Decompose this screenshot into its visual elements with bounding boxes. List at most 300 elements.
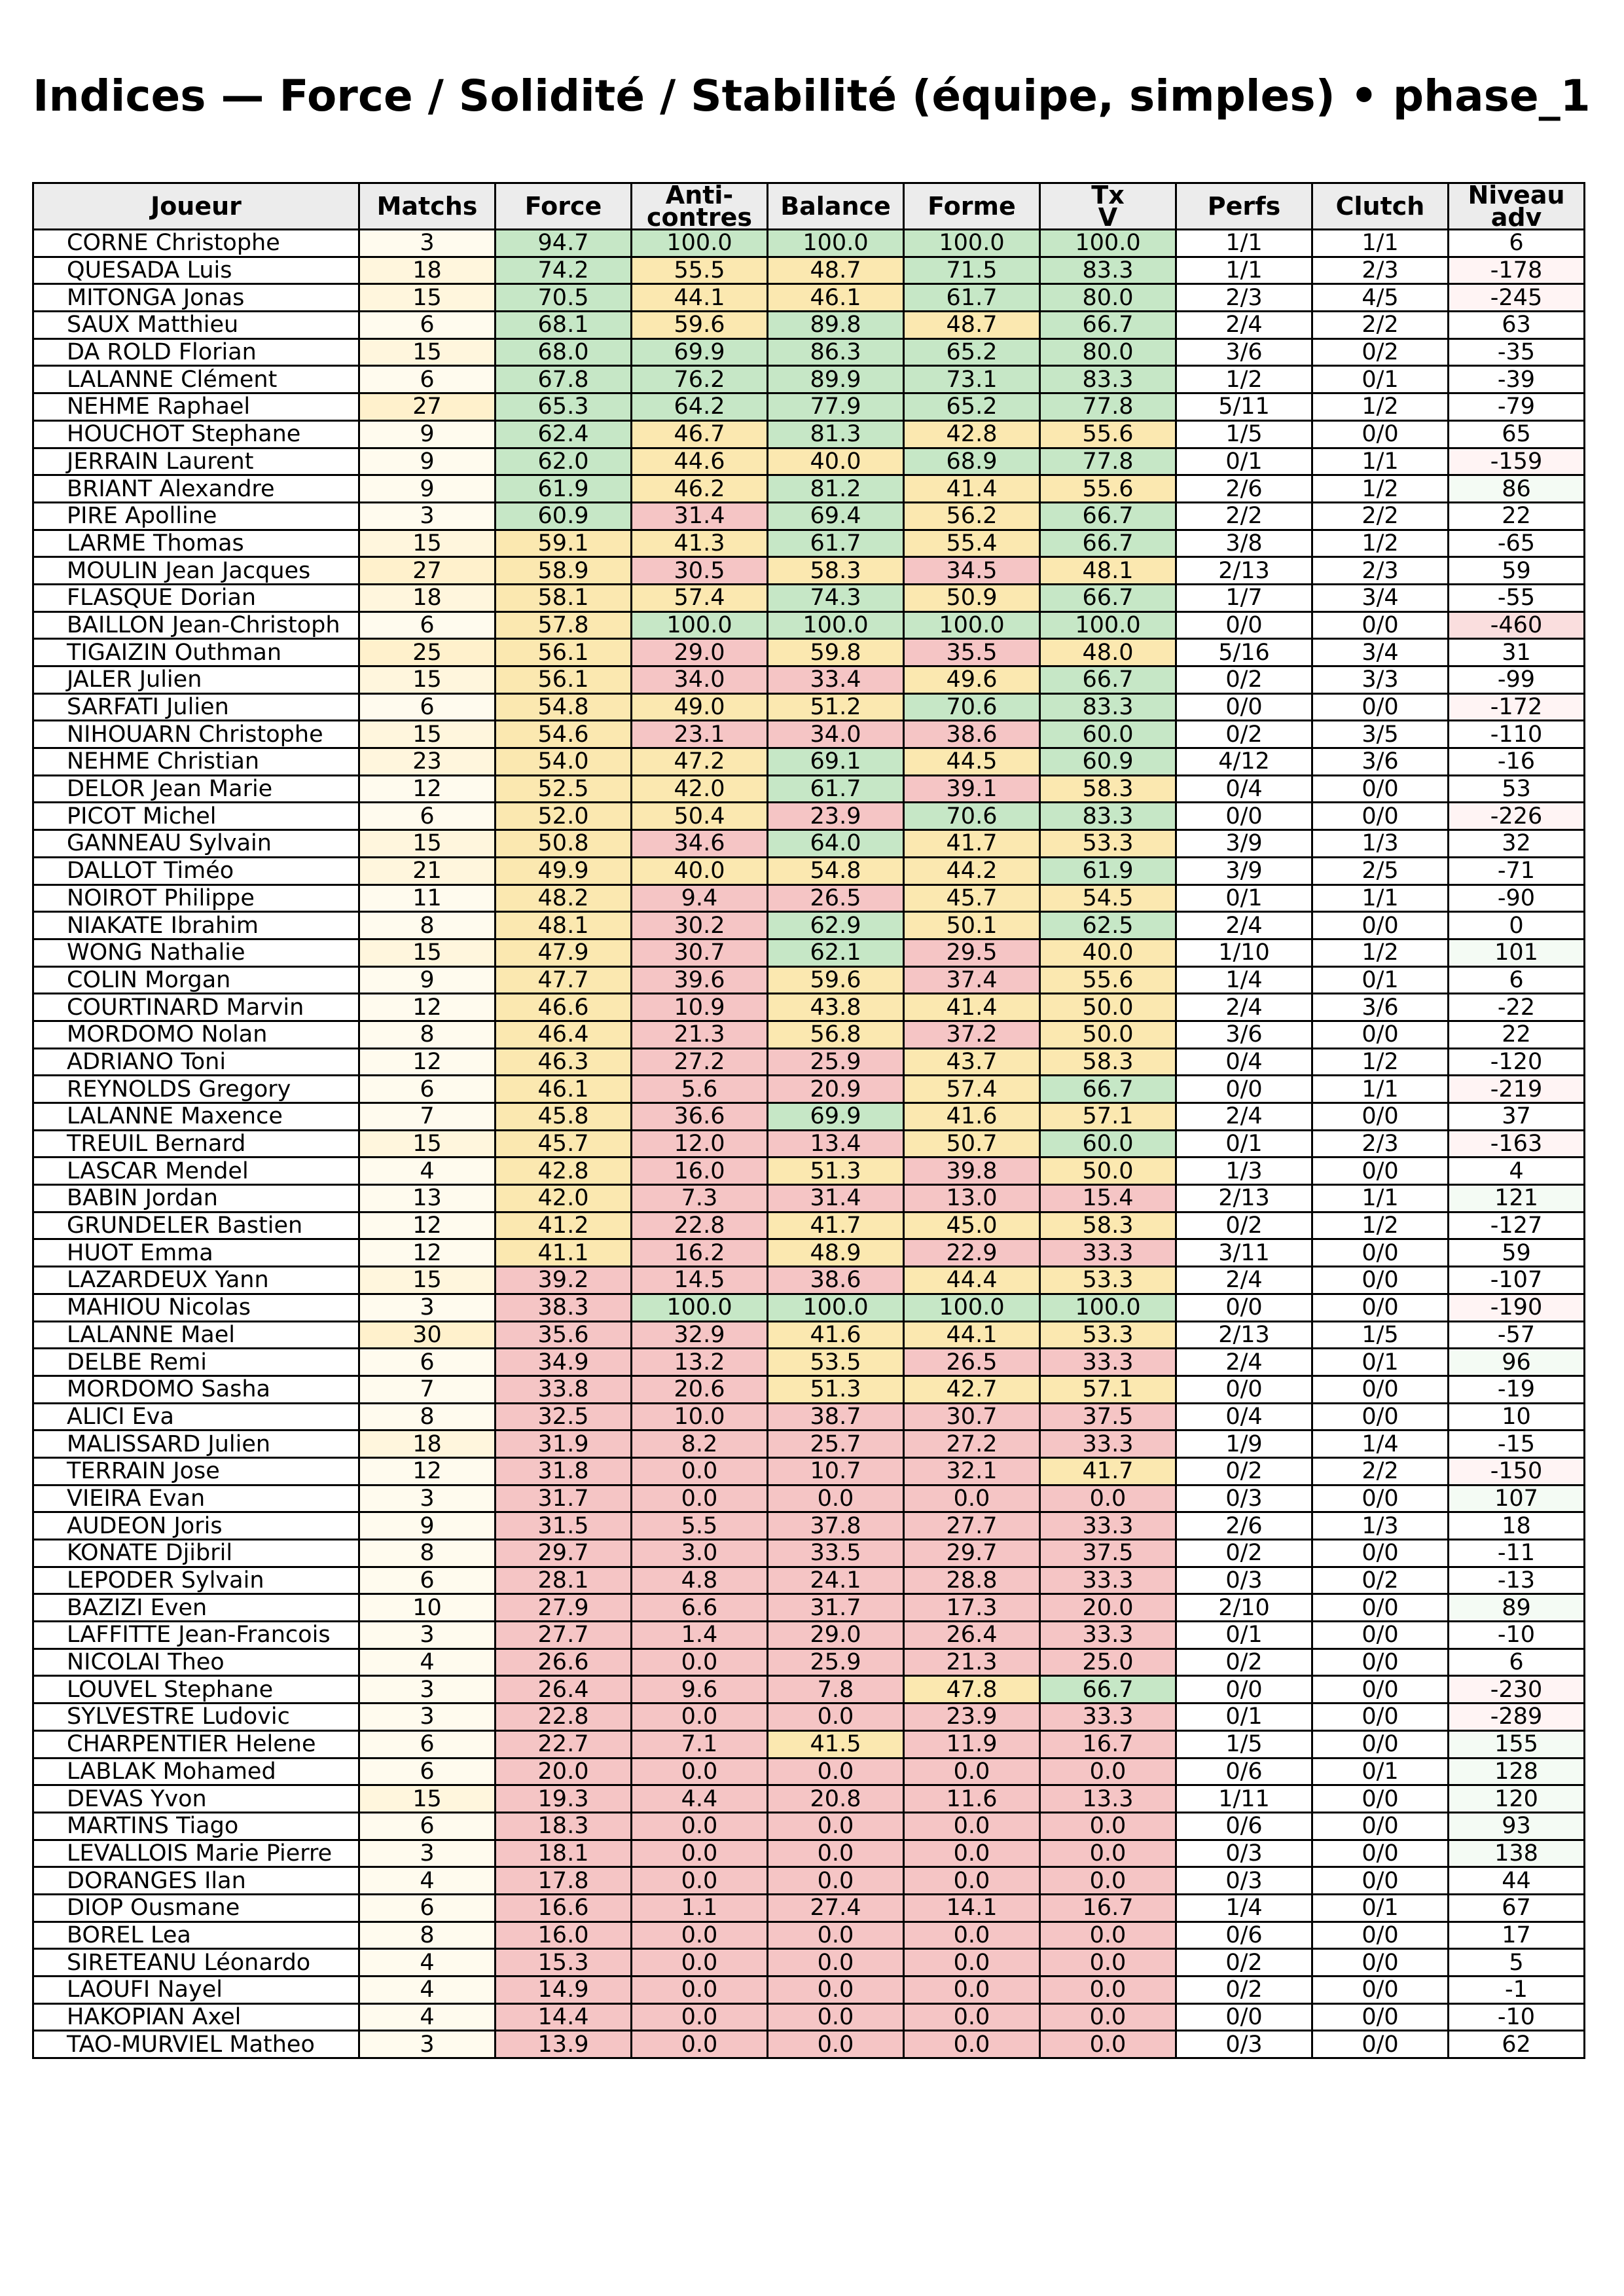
balance-value: 81.2 <box>768 475 904 503</box>
anti-contres-value: 39.6 <box>632 966 768 994</box>
clutch-value: 3/4 <box>1312 639 1449 666</box>
niveau-adv-value: -15 <box>1449 1430 1585 1458</box>
forme-value: 44.1 <box>904 1321 1040 1349</box>
tx-v-value: 66.7 <box>1040 530 1176 557</box>
table-row <box>33 1294 1585 1321</box>
anti-contres-value: 8.2 <box>632 1430 768 1458</box>
player-name: BRIANT Alexandre <box>33 475 359 503</box>
tx-v-value: 48.1 <box>1040 557 1176 585</box>
tx-v-value: 58.3 <box>1040 775 1176 803</box>
matchs-value: 6 <box>359 1894 496 1922</box>
perfs-value: 0/0 <box>1176 1294 1312 1321</box>
force-value: 56.1 <box>496 639 632 666</box>
niveau-adv-value: -107 <box>1449 1267 1585 1294</box>
matchs-value: 8 <box>359 1540 496 1567</box>
balance-value: 31.7 <box>768 1594 904 1622</box>
anti-contres-value: 29.0 <box>632 639 768 666</box>
clutch-value: 0/0 <box>1312 1267 1449 1294</box>
balance-value: 69.9 <box>768 1103 904 1131</box>
force-value: 15.3 <box>496 1949 632 1977</box>
player-name: LALANNE Clément <box>33 366 359 393</box>
perfs-value: 1/1 <box>1176 257 1312 284</box>
anti-contres-value: 7.3 <box>632 1185 768 1212</box>
matchs-value: 6 <box>359 1567 496 1594</box>
player-name: NICOLAI Theo <box>33 1649 359 1676</box>
clutch-value: 0/0 <box>1312 611 1449 639</box>
matchs-value: 9 <box>359 966 496 994</box>
clutch-value: 0/0 <box>1312 1294 1449 1321</box>
force-value: 22.8 <box>496 1704 632 1731</box>
col-header-joueur: Joueur <box>33 183 359 230</box>
anti-contres-value: 64.2 <box>632 393 768 421</box>
clutch-value: 0/0 <box>1312 1239 1449 1267</box>
player-name: FLASQUE Dorian <box>33 584 359 611</box>
anti-contres-value: 34.0 <box>632 666 768 694</box>
niveau-adv-value: 18 <box>1449 1512 1585 1540</box>
tx-v-value: 53.3 <box>1040 1267 1176 1294</box>
tx-v-value: 0.0 <box>1040 2031 1176 2058</box>
anti-contres-value: 0.0 <box>632 1922 768 1949</box>
player-name: QUESADA Luis <box>33 257 359 284</box>
table-row <box>33 366 1585 393</box>
player-name: DELBE Remi <box>33 1349 359 1376</box>
perfs-value: 1/4 <box>1176 1894 1312 1922</box>
niveau-adv-value: -190 <box>1449 1294 1585 1321</box>
niveau-adv-value: 4 <box>1449 1157 1585 1185</box>
player-name: CORNE Christophe <box>33 230 359 257</box>
matchs-value: 4 <box>359 1649 496 1676</box>
perfs-value: 1/1 <box>1176 230 1312 257</box>
perfs-value: 0/2 <box>1176 666 1312 694</box>
matchs-value: 15 <box>359 530 496 557</box>
force-value: 16.6 <box>496 1894 632 1922</box>
niveau-adv-value: -16 <box>1449 748 1585 776</box>
perfs-value: 1/7 <box>1176 584 1312 611</box>
anti-contres-value: 42.0 <box>632 775 768 803</box>
force-value: 68.0 <box>496 338 632 366</box>
balance-value: 54.8 <box>768 857 904 884</box>
table-row <box>33 1239 1585 1267</box>
tx-v-value: 33.3 <box>1040 1622 1176 1649</box>
balance-value: 33.4 <box>768 666 904 694</box>
forme-value: 37.2 <box>904 1021 1040 1048</box>
clutch-value: 1/2 <box>1312 1212 1449 1239</box>
balance-value: 51.3 <box>768 1376 904 1403</box>
clutch-value: 2/2 <box>1312 1457 1449 1485</box>
balance-value: 41.6 <box>768 1321 904 1349</box>
forme-value: 100.0 <box>904 611 1040 639</box>
perfs-value: 0/6 <box>1176 1922 1312 1949</box>
balance-value: 27.4 <box>768 1894 904 1922</box>
anti-contres-value: 4.8 <box>632 1567 768 1594</box>
tx-v-value: 80.0 <box>1040 284 1176 312</box>
niveau-adv-value: 22 <box>1449 502 1585 530</box>
tx-v-value: 62.5 <box>1040 912 1176 939</box>
table-row <box>33 1321 1585 1349</box>
matchs-value: 30 <box>359 1321 496 1349</box>
table-row <box>33 1540 1585 1567</box>
table-row <box>33 857 1585 884</box>
niveau-adv-value: -22 <box>1449 994 1585 1021</box>
clutch-value: 0/0 <box>1312 1594 1449 1622</box>
force-value: 46.1 <box>496 1076 632 1103</box>
forme-value: 61.7 <box>904 284 1040 312</box>
force-value: 49.9 <box>496 857 632 884</box>
matchs-value: 12 <box>359 994 496 1021</box>
table-row <box>33 775 1585 803</box>
niveau-adv-value: -90 <box>1449 884 1585 912</box>
perfs-value: 3/9 <box>1176 857 1312 884</box>
matchs-value: 12 <box>359 1239 496 1267</box>
forme-value: 26.5 <box>904 1349 1040 1376</box>
niveau-adv-value: 138 <box>1449 1840 1585 1867</box>
niveau-adv-value: 10 <box>1449 1403 1585 1430</box>
tx-v-value: 100.0 <box>1040 230 1176 257</box>
table-row <box>33 830 1585 858</box>
anti-contres-value: 3.0 <box>632 1540 768 1567</box>
forme-value: 21.3 <box>904 1649 1040 1676</box>
tx-v-value: 50.0 <box>1040 1157 1176 1185</box>
niveau-adv-value: -163 <box>1449 1130 1585 1157</box>
anti-contres-value: 31.4 <box>632 502 768 530</box>
table-row <box>33 1157 1585 1185</box>
perfs-value: 2/4 <box>1176 912 1312 939</box>
clutch-value: 1/1 <box>1312 1185 1449 1212</box>
niveau-adv-value: -35 <box>1449 338 1585 366</box>
force-value: 59.1 <box>496 530 632 557</box>
forme-value: 100.0 <box>904 1294 1040 1321</box>
niveau-adv-value: -245 <box>1449 284 1585 312</box>
perfs-value: 0/2 <box>1176 1212 1312 1239</box>
forme-value: 41.7 <box>904 830 1040 858</box>
anti-contres-value: 69.9 <box>632 338 768 366</box>
forme-value: 41.6 <box>904 1103 1040 1131</box>
clutch-value: 0/0 <box>1312 912 1449 939</box>
clutch-value: 1/2 <box>1312 475 1449 503</box>
player-name: SARFATI Julien <box>33 693 359 721</box>
player-name: WONG Nathalie <box>33 939 359 966</box>
perfs-value: 0/3 <box>1176 2031 1312 2058</box>
perfs-value: 0/0 <box>1176 1676 1312 1704</box>
tx-v-value: 33.3 <box>1040 1430 1176 1458</box>
force-value: 54.6 <box>496 721 632 748</box>
player-name: LAZARDEUX Yann <box>33 1267 359 1294</box>
matchs-value: 15 <box>359 830 496 858</box>
tx-v-value: 58.3 <box>1040 1048 1176 1076</box>
anti-contres-value: 7.1 <box>632 1730 768 1758</box>
perfs-value: 0/4 <box>1176 1403 1312 1430</box>
balance-value: 100.0 <box>768 1294 904 1321</box>
forme-value: 30.7 <box>904 1403 1040 1430</box>
balance-value: 53.5 <box>768 1349 904 1376</box>
table-row <box>33 1048 1585 1076</box>
force-value: 61.9 <box>496 475 632 503</box>
table-row <box>33 584 1585 611</box>
perfs-value: 0/0 <box>1176 693 1312 721</box>
force-value: 34.9 <box>496 1349 632 1376</box>
clutch-value: 1/2 <box>1312 1048 1449 1076</box>
balance-value: 0.0 <box>768 1485 904 1512</box>
forme-value: 39.1 <box>904 775 1040 803</box>
table-row <box>33 230 1585 257</box>
balance-value: 61.7 <box>768 530 904 557</box>
matchs-value: 9 <box>359 1512 496 1540</box>
table-row <box>33 693 1585 721</box>
clutch-value: 0/0 <box>1312 1485 1449 1512</box>
table-row <box>33 1212 1585 1239</box>
table-row <box>33 939 1585 966</box>
balance-value: 25.9 <box>768 1048 904 1076</box>
tx-v-value: 57.1 <box>1040 1103 1176 1131</box>
player-name: BAZIZI Even <box>33 1594 359 1622</box>
table-row <box>33 1185 1585 1212</box>
force-value: 14.4 <box>496 2003 632 2031</box>
balance-value: 7.8 <box>768 1676 904 1704</box>
perfs-value: 0/2 <box>1176 1977 1312 2004</box>
matchs-value: 12 <box>359 1212 496 1239</box>
anti-contres-value: 6.6 <box>632 1594 768 1622</box>
niveau-adv-value: -19 <box>1449 1376 1585 1403</box>
tx-v-value: 0.0 <box>1040 1867 1176 1895</box>
force-value: 39.2 <box>496 1267 632 1294</box>
player-name: MAHIOU Nicolas <box>33 1294 359 1321</box>
anti-contres-value: 0.0 <box>632 2031 768 2058</box>
perfs-value: 1/9 <box>1176 1430 1312 1458</box>
balance-value: 26.5 <box>768 884 904 912</box>
player-name: SYLVESTRE Ludovic <box>33 1704 359 1731</box>
niveau-adv-value: 59 <box>1449 1239 1585 1267</box>
force-value: 46.6 <box>496 994 632 1021</box>
table-row <box>33 1457 1585 1485</box>
perfs-value: 1/10 <box>1176 939 1312 966</box>
anti-contres-value: 12.0 <box>632 1130 768 1157</box>
table-row <box>33 1812 1585 1840</box>
force-value: 62.0 <box>496 448 632 475</box>
anti-contres-value: 0.0 <box>632 1867 768 1895</box>
niveau-adv-value: 22 <box>1449 1021 1585 1048</box>
forme-value: 65.2 <box>904 393 1040 421</box>
anti-contres-value: 50.4 <box>632 803 768 830</box>
niveau-adv-value: 121 <box>1449 1185 1585 1212</box>
table-row <box>33 1376 1585 1403</box>
table-row <box>33 448 1585 475</box>
force-value: 26.6 <box>496 1649 632 1676</box>
niveau-adv-value: -11 <box>1449 1540 1585 1567</box>
forme-value: 70.6 <box>904 803 1040 830</box>
balance-value: 64.0 <box>768 830 904 858</box>
matchs-value: 18 <box>359 584 496 611</box>
niveau-adv-value: -55 <box>1449 584 1585 611</box>
clutch-value: 0/0 <box>1312 2003 1449 2031</box>
matchs-value: 3 <box>359 502 496 530</box>
force-value: 74.2 <box>496 257 632 284</box>
col-header-tx-v: Tx V <box>1040 183 1176 230</box>
niveau-adv-value: -150 <box>1449 1457 1585 1485</box>
balance-value: 38.7 <box>768 1403 904 1430</box>
balance-value: 43.8 <box>768 994 904 1021</box>
table-row <box>33 966 1585 994</box>
player-name: HUOT Emma <box>33 1239 359 1267</box>
table-row <box>33 557 1585 585</box>
tx-v-value: 50.0 <box>1040 994 1176 1021</box>
table-header <box>33 183 1585 230</box>
anti-contres-value: 16.0 <box>632 1157 768 1185</box>
balance-value: 13.4 <box>768 1130 904 1157</box>
table-row <box>33 530 1585 557</box>
forme-value: 28.8 <box>904 1567 1040 1594</box>
forme-value: 0.0 <box>904 1485 1040 1512</box>
forme-value: 44.4 <box>904 1267 1040 1294</box>
matchs-value: 4 <box>359 1949 496 1977</box>
balance-value: 34.0 <box>768 721 904 748</box>
niveau-adv-value: -39 <box>1449 366 1585 393</box>
table-row <box>33 1130 1585 1157</box>
force-value: 56.1 <box>496 666 632 694</box>
matchs-value: 15 <box>359 721 496 748</box>
anti-contres-value: 4.4 <box>632 1785 768 1813</box>
table-row <box>33 803 1585 830</box>
clutch-value: 0/0 <box>1312 693 1449 721</box>
tx-v-value: 48.0 <box>1040 639 1176 666</box>
perfs-value: 2/4 <box>1176 1267 1312 1294</box>
anti-contres-value: 20.6 <box>632 1376 768 1403</box>
matchs-value: 4 <box>359 1977 496 2004</box>
clutch-value: 2/3 <box>1312 1130 1449 1157</box>
clutch-value: 0/0 <box>1312 1785 1449 1813</box>
forme-value: 0.0 <box>904 1812 1040 1840</box>
anti-contres-value: 13.2 <box>632 1349 768 1376</box>
perfs-value: 2/4 <box>1176 312 1312 339</box>
player-name: LABLAK Mohamed <box>33 1758 359 1785</box>
perfs-value: 2/10 <box>1176 1594 1312 1622</box>
table-row <box>33 338 1585 366</box>
player-name: SIRETEANU Léonardo <box>33 1949 359 1977</box>
perfs-value: 0/2 <box>1176 1949 1312 1977</box>
anti-contres-value: 0.0 <box>632 1840 768 1867</box>
tx-v-value: 53.3 <box>1040 830 1176 858</box>
clutch-value: 1/3 <box>1312 830 1449 858</box>
tx-v-value: 60.0 <box>1040 1130 1176 1157</box>
player-name: LARME Thomas <box>33 530 359 557</box>
force-value: 14.9 <box>496 1977 632 2004</box>
player-name: MORDOMO Sasha <box>33 1376 359 1403</box>
tx-v-value: 83.3 <box>1040 803 1176 830</box>
player-name: JALER Julien <box>33 666 359 694</box>
forme-value: 0.0 <box>904 1922 1040 1949</box>
player-name: JERRAIN Laurent <box>33 448 359 475</box>
clutch-value: 0/0 <box>1312 775 1449 803</box>
player-name: DA ROLD Florian <box>33 338 359 366</box>
clutch-value: 0/0 <box>1312 1676 1449 1704</box>
matchs-value: 15 <box>359 666 496 694</box>
balance-value: 74.3 <box>768 584 904 611</box>
forme-value: 50.9 <box>904 584 1040 611</box>
niveau-adv-value: 17 <box>1449 1922 1585 1949</box>
anti-contres-value: 47.2 <box>632 748 768 776</box>
clutch-value: 0/0 <box>1312 1376 1449 1403</box>
perfs-value: 4/12 <box>1176 748 1312 776</box>
balance-value: 20.8 <box>768 1785 904 1813</box>
anti-contres-value: 0.0 <box>632 1704 768 1731</box>
forme-value: 42.7 <box>904 1376 1040 1403</box>
force-value: 42.8 <box>496 1157 632 1185</box>
clutch-value: 0/0 <box>1312 2031 1449 2058</box>
table-row <box>33 2031 1585 2058</box>
clutch-value: 0/0 <box>1312 420 1449 448</box>
matchs-value: 18 <box>359 257 496 284</box>
perfs-value: 0/1 <box>1176 1622 1312 1649</box>
perfs-value: 0/0 <box>1176 803 1312 830</box>
player-name: AUDEON Joris <box>33 1512 359 1540</box>
clutch-value: 0/0 <box>1312 1649 1449 1676</box>
force-value: 58.1 <box>496 584 632 611</box>
player-name: LAOUFI Nayel <box>33 1977 359 2004</box>
matchs-value: 9 <box>359 448 496 475</box>
clutch-value: 3/3 <box>1312 666 1449 694</box>
forme-value: 49.6 <box>904 666 1040 694</box>
player-name: TREUIL Bernard <box>33 1130 359 1157</box>
niveau-adv-value: 5 <box>1449 1949 1585 1977</box>
force-value: 20.0 <box>496 1758 632 1785</box>
force-value: 57.8 <box>496 611 632 639</box>
matchs-value: 6 <box>359 1349 496 1376</box>
tx-v-value: 55.6 <box>1040 966 1176 994</box>
matchs-value: 6 <box>359 1076 496 1103</box>
table-row <box>33 1867 1585 1895</box>
perfs-value: 0/0 <box>1176 2003 1312 2031</box>
balance-value: 0.0 <box>768 1867 904 1895</box>
player-name: COURTINARD Marvin <box>33 994 359 1021</box>
matchs-value: 13 <box>359 1185 496 1212</box>
table-row <box>33 884 1585 912</box>
matchs-value: 3 <box>359 230 496 257</box>
anti-contres-value: 100.0 <box>632 1294 768 1321</box>
force-value: 27.7 <box>496 1622 632 1649</box>
tx-v-value: 40.0 <box>1040 939 1176 966</box>
perfs-value: 0/3 <box>1176 1567 1312 1594</box>
tx-v-value: 54.5 <box>1040 884 1176 912</box>
perfs-value: 2/13 <box>1176 557 1312 585</box>
table-row <box>33 1977 1585 2004</box>
tx-v-value: 61.9 <box>1040 857 1176 884</box>
force-value: 19.3 <box>496 1785 632 1813</box>
tx-v-value: 0.0 <box>1040 1977 1176 2004</box>
niveau-adv-value: 128 <box>1449 1758 1585 1785</box>
anti-contres-value: 0.0 <box>632 1758 768 1785</box>
forme-value: 23.9 <box>904 1704 1040 1731</box>
matchs-value: 6 <box>359 1812 496 1840</box>
niveau-adv-value: -219 <box>1449 1076 1585 1103</box>
player-name: MORDOMO Nolan <box>33 1021 359 1048</box>
force-value: 33.8 <box>496 1376 632 1403</box>
player-name: DELOR Jean Marie <box>33 775 359 803</box>
matchs-value: 6 <box>359 366 496 393</box>
tx-v-value: 20.0 <box>1040 1594 1176 1622</box>
matchs-value: 15 <box>359 1785 496 1813</box>
col-header-forme: Forme <box>904 183 1040 230</box>
balance-value: 0.0 <box>768 1977 904 2004</box>
anti-contres-value: 5.5 <box>632 1512 768 1540</box>
clutch-value: 0/1 <box>1312 1349 1449 1376</box>
niveau-adv-value: -230 <box>1449 1676 1585 1704</box>
perfs-value: 0/2 <box>1176 1457 1312 1485</box>
balance-value: 31.4 <box>768 1185 904 1212</box>
force-value: 48.1 <box>496 912 632 939</box>
anti-contres-value: 40.0 <box>632 857 768 884</box>
col-header-balance: Balance <box>768 183 904 230</box>
perfs-value: 5/11 <box>1176 393 1312 421</box>
clutch-value: 2/2 <box>1312 502 1449 530</box>
